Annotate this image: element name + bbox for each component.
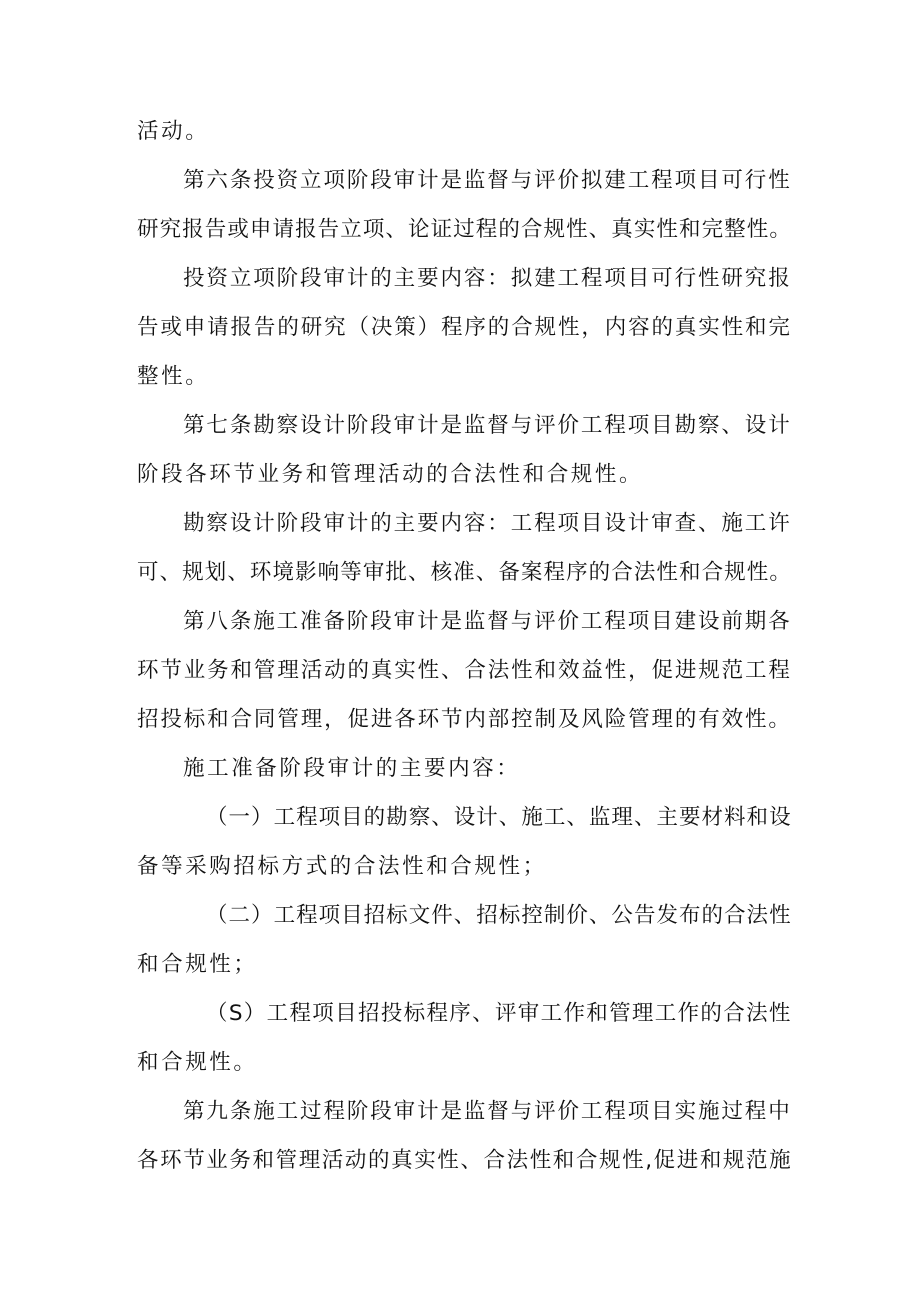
text-line: 告或申请报告的研究（决策）程序的合规性，内容的真实性和完	[137, 315, 792, 340]
article-7-heading-line: 第七条勘察设计阶段审计是监督与评价工程项目勘察、设计	[183, 413, 792, 438]
text-line: 和合规性；	[137, 952, 258, 977]
text-line: 投资立项阶段审计的主要内容：拟建工程项目可行性研究报	[183, 266, 792, 291]
list-item-2-line: （二）工程项目招标文件、招标控制价、公告发布的合法性	[206, 903, 792, 928]
text-line: 各环节业务和管理活动的真实性、合法性和合规性,促进和规范施	[137, 1148, 793, 1173]
article-6-heading-line: 第六条投资立项阶段审计是监督与评价拟建工程项目可行性	[183, 168, 792, 193]
text-line: 阶段各环节业务和管理活动的合法性和合规性。	[137, 462, 644, 487]
article-9-heading-line: 第九条施工过程阶段审计是监督与评价工程项目实施过程中	[183, 1099, 792, 1124]
text-line: 招投标和合同管理，促进各环节内部控制及风险管理的有效性。	[137, 707, 792, 732]
article-8-heading-line: 第八条施工准备阶段审计是监督与评价工程项目建设前期各	[183, 609, 792, 634]
text-line: 勘察设计阶段审计的主要内容：工程项目设计审查、施工许	[183, 511, 792, 536]
text-line: 备等采购招标方式的合法性和合规性；	[137, 854, 547, 879]
text-line: 活动。	[137, 119, 210, 144]
list-item-3-line: （S）工程项目招投标程序、评审工作和管理工作的合法性	[206, 1001, 792, 1026]
text-line: 整性。	[137, 364, 210, 389]
text-line: 研究报告或申请报告立项、论证过程的合规性、真实性和完整性。	[137, 217, 792, 242]
text-line: 可、规划、环境影响等审批、核准、备案程序的合法性和合规性。	[137, 560, 792, 585]
text-line: 施工准备阶段审计的主要内容：	[183, 756, 521, 781]
text-line: 和合规性。	[137, 1050, 258, 1075]
list-item-1-line: （一）工程项目的勘察、设计、施工、监理、主要材料和设	[206, 805, 792, 830]
text-line: 环节业务和管理活动的真实性、合法性和效益性，促进规范工程	[137, 658, 792, 683]
